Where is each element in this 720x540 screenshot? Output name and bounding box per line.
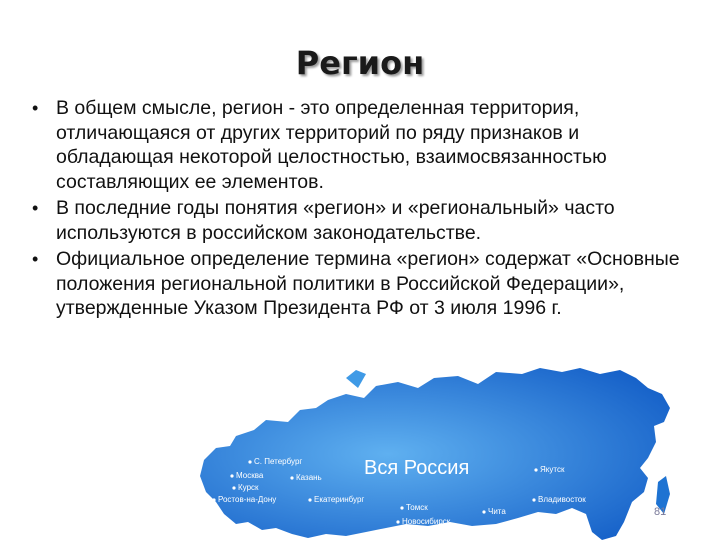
city-label-novosibirsk: Новосибирск <box>402 517 451 526</box>
city-label-yakutsk: Якутск <box>540 465 565 474</box>
city-marker <box>248 460 251 463</box>
bullet-text: В последние годы понятия «регион» и «региональный» часто используются в российском законодательстве. <box>56 197 615 244</box>
city-marker <box>396 520 399 523</box>
city-marker <box>230 474 233 477</box>
russia-map-graphic <box>196 364 674 540</box>
bullet-item <box>30 96 700 194</box>
map-main-label: Вся Россия <box>364 457 470 479</box>
city-label-kazan: Казань <box>296 473 322 482</box>
page-number: 81 <box>654 506 667 518</box>
city-label-moscow: Москва <box>236 471 264 480</box>
novaya-zemlya-island <box>346 370 366 388</box>
city-marker <box>400 506 403 509</box>
bullet-item <box>30 247 700 321</box>
city-marker <box>232 486 235 489</box>
city-label-chita: Чита <box>488 507 506 516</box>
city-label-rostov: Ростов-на-Дону <box>218 495 277 504</box>
city-marker <box>308 498 311 501</box>
bullet-text: Официальное определение термина «регион» содержат «Основные положения региональной политики в Российской Федерации», утвержденные Указом Президента РФ от 3 июля 1996 г. <box>56 248 680 319</box>
bullet-icon: • <box>32 98 39 118</box>
city-marker <box>290 476 293 479</box>
bullet-item <box>30 196 700 245</box>
russia-landmass <box>200 368 670 540</box>
bullet-text: В общем смысле, регион - это определенная территория, отличающаяся от других территорий по ряду признаков и обладающая некоторой целостностью, взаимосвязанностью составляющих ее элементов. <box>56 97 607 193</box>
city-label-spb: С. Петербург <box>254 457 303 466</box>
bullet-icon: • <box>32 249 39 269</box>
city-label-tomsk: Томск <box>406 503 428 512</box>
russia-map <box>196 364 674 540</box>
city-marker <box>534 468 537 471</box>
city-label-vladivostok: Владивосток <box>538 495 586 504</box>
bullet-icon: • <box>32 198 39 218</box>
slide-title: Регион <box>295 44 425 82</box>
city-label-ekb: Екатеринбург <box>314 495 365 504</box>
city-label-kursk: Курск <box>238 483 259 492</box>
city-marker <box>482 510 485 513</box>
city-marker <box>212 498 215 501</box>
city-marker <box>532 498 535 501</box>
bullet-list <box>30 96 700 323</box>
